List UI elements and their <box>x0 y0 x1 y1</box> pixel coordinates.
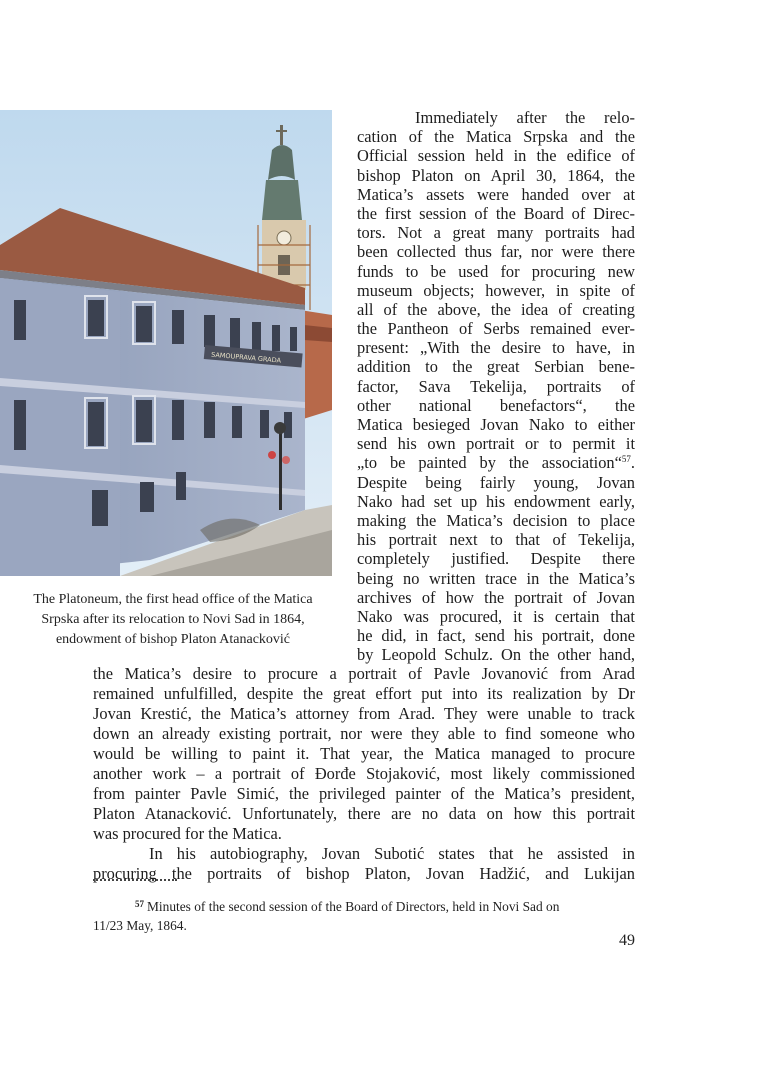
text-line: tors. Not a great many portraits had <box>357 223 635 243</box>
text-line: completely justified. Despite there <box>357 549 635 569</box>
text-fragment: „to be painted by the association“ <box>357 453 622 473</box>
text-line: Immediately after the relo- <box>415 108 635 127</box>
text-line-with-ref <box>357 453 635 472</box>
text-line: his portrait next to that of Tekelija, <box>357 530 635 550</box>
text-line: funds to be used for procuring new <box>357 261 635 281</box>
text-line: Official session held in the edifice of <box>357 146 635 166</box>
caption-line: The Platoneum, the first head office of the Matica <box>33 592 313 607</box>
footnote-line: 11/23 May, 1864. <box>93 918 187 933</box>
building-photo <box>0 110 332 576</box>
text-line: Matica besieged Jovan Nako to either <box>357 415 635 434</box>
text-line: he did, in fact, send his portrait, done <box>357 626 635 646</box>
text-line: from painter Pavle Simić, the privileged painter of the Matica’s president, <box>93 784 635 803</box>
footnote-ref: 57 <box>621 454 631 465</box>
footnote-separator <box>93 879 177 881</box>
text-line: cation of the Matica Srpska and the <box>357 127 635 147</box>
text-line: making the Matica’s decision to place <box>357 510 635 530</box>
text-line: another work – a portrait of Đorđe Stojaković, most likely commissioned <box>93 764 635 783</box>
footnote <box>93 895 635 935</box>
footnote-line <box>93 895 635 916</box>
text-line: Nako had set up his endowment early, <box>357 491 635 511</box>
text-line: Matica’s assets were handed over at <box>357 184 635 204</box>
text-line: send his own portrait or to permit it <box>357 434 635 454</box>
text-line: addition to the great Serbian bene- <box>357 357 635 377</box>
page-number: 49 <box>619 932 635 949</box>
text-fragment: . <box>630 453 635 473</box>
text-line: the first session of the Board of Direc- <box>357 203 635 223</box>
text-line: been collected thus far, nor were there <box>357 242 635 262</box>
text-line: the Pantheon of Serbs remained ever- <box>357 319 635 339</box>
building-sign: SAMOUPRAVA GRADA <box>210 350 282 365</box>
caption-line: endowment of bishop Platon Atanacković <box>55 632 291 647</box>
text-line: by Leopold Schulz. On the other hand, <box>357 645 635 665</box>
full-width-text <box>93 664 635 884</box>
footnote-number: 57 <box>135 899 144 909</box>
text-line: would be willing to paint it. That year, the Matica managed to procure <box>93 744 635 763</box>
text-line: factor, Sava Tekelija, portraits of <box>357 376 635 396</box>
text-line: Platon Atanacković. Unfortunately, there are no data on how this portrait <box>93 804 635 823</box>
text-line: museum objects; however, in spite of <box>357 280 635 300</box>
text-line: In his autobiography, Jovan Subotić states that he assisted in <box>149 844 635 863</box>
text-line: archives of how the portrait of Jovan <box>357 587 635 607</box>
text-line: present: „With the desire to have, in <box>357 338 635 358</box>
text-line: the Matica’s desire to procure a portrait of Pavle Jovanović from Arad <box>93 664 635 683</box>
footnote-text: Minutes of the second session of the Board of Directors, held in Novi Sad on <box>147 899 560 914</box>
text-line: all of the above, the idea of creating <box>357 299 635 319</box>
right-column-text <box>357 108 635 664</box>
text-line: being no written trace in the Matica’s <box>357 568 635 588</box>
text-line: remained unfulfilled, despite the great effort put into its realization by Dr <box>93 684 635 703</box>
text-line: other national benefactors“, the <box>357 395 635 415</box>
caption-line: Srpska after its relocation to Novi Sad in 1864, <box>41 612 305 627</box>
text-line: Jovan Krestić, the Matica’s attorney from Arad. They were unable to track <box>93 704 635 723</box>
text-line: procuring the portraits of bishop Platon, Jovan Hadžić, and Lukijan <box>93 864 635 883</box>
text-line: down an already existing portrait, nor were they able to find someone who <box>93 724 635 743</box>
text-line: Despite being fairly young, Jovan <box>357 472 635 492</box>
figure-caption <box>6 590 340 650</box>
text-line: Nako was procured, it is certain that <box>357 606 635 626</box>
text-line: was procured for the Matica. <box>93 824 282 843</box>
text-line: bishop Platon on April 30, 1864, the <box>357 165 635 185</box>
